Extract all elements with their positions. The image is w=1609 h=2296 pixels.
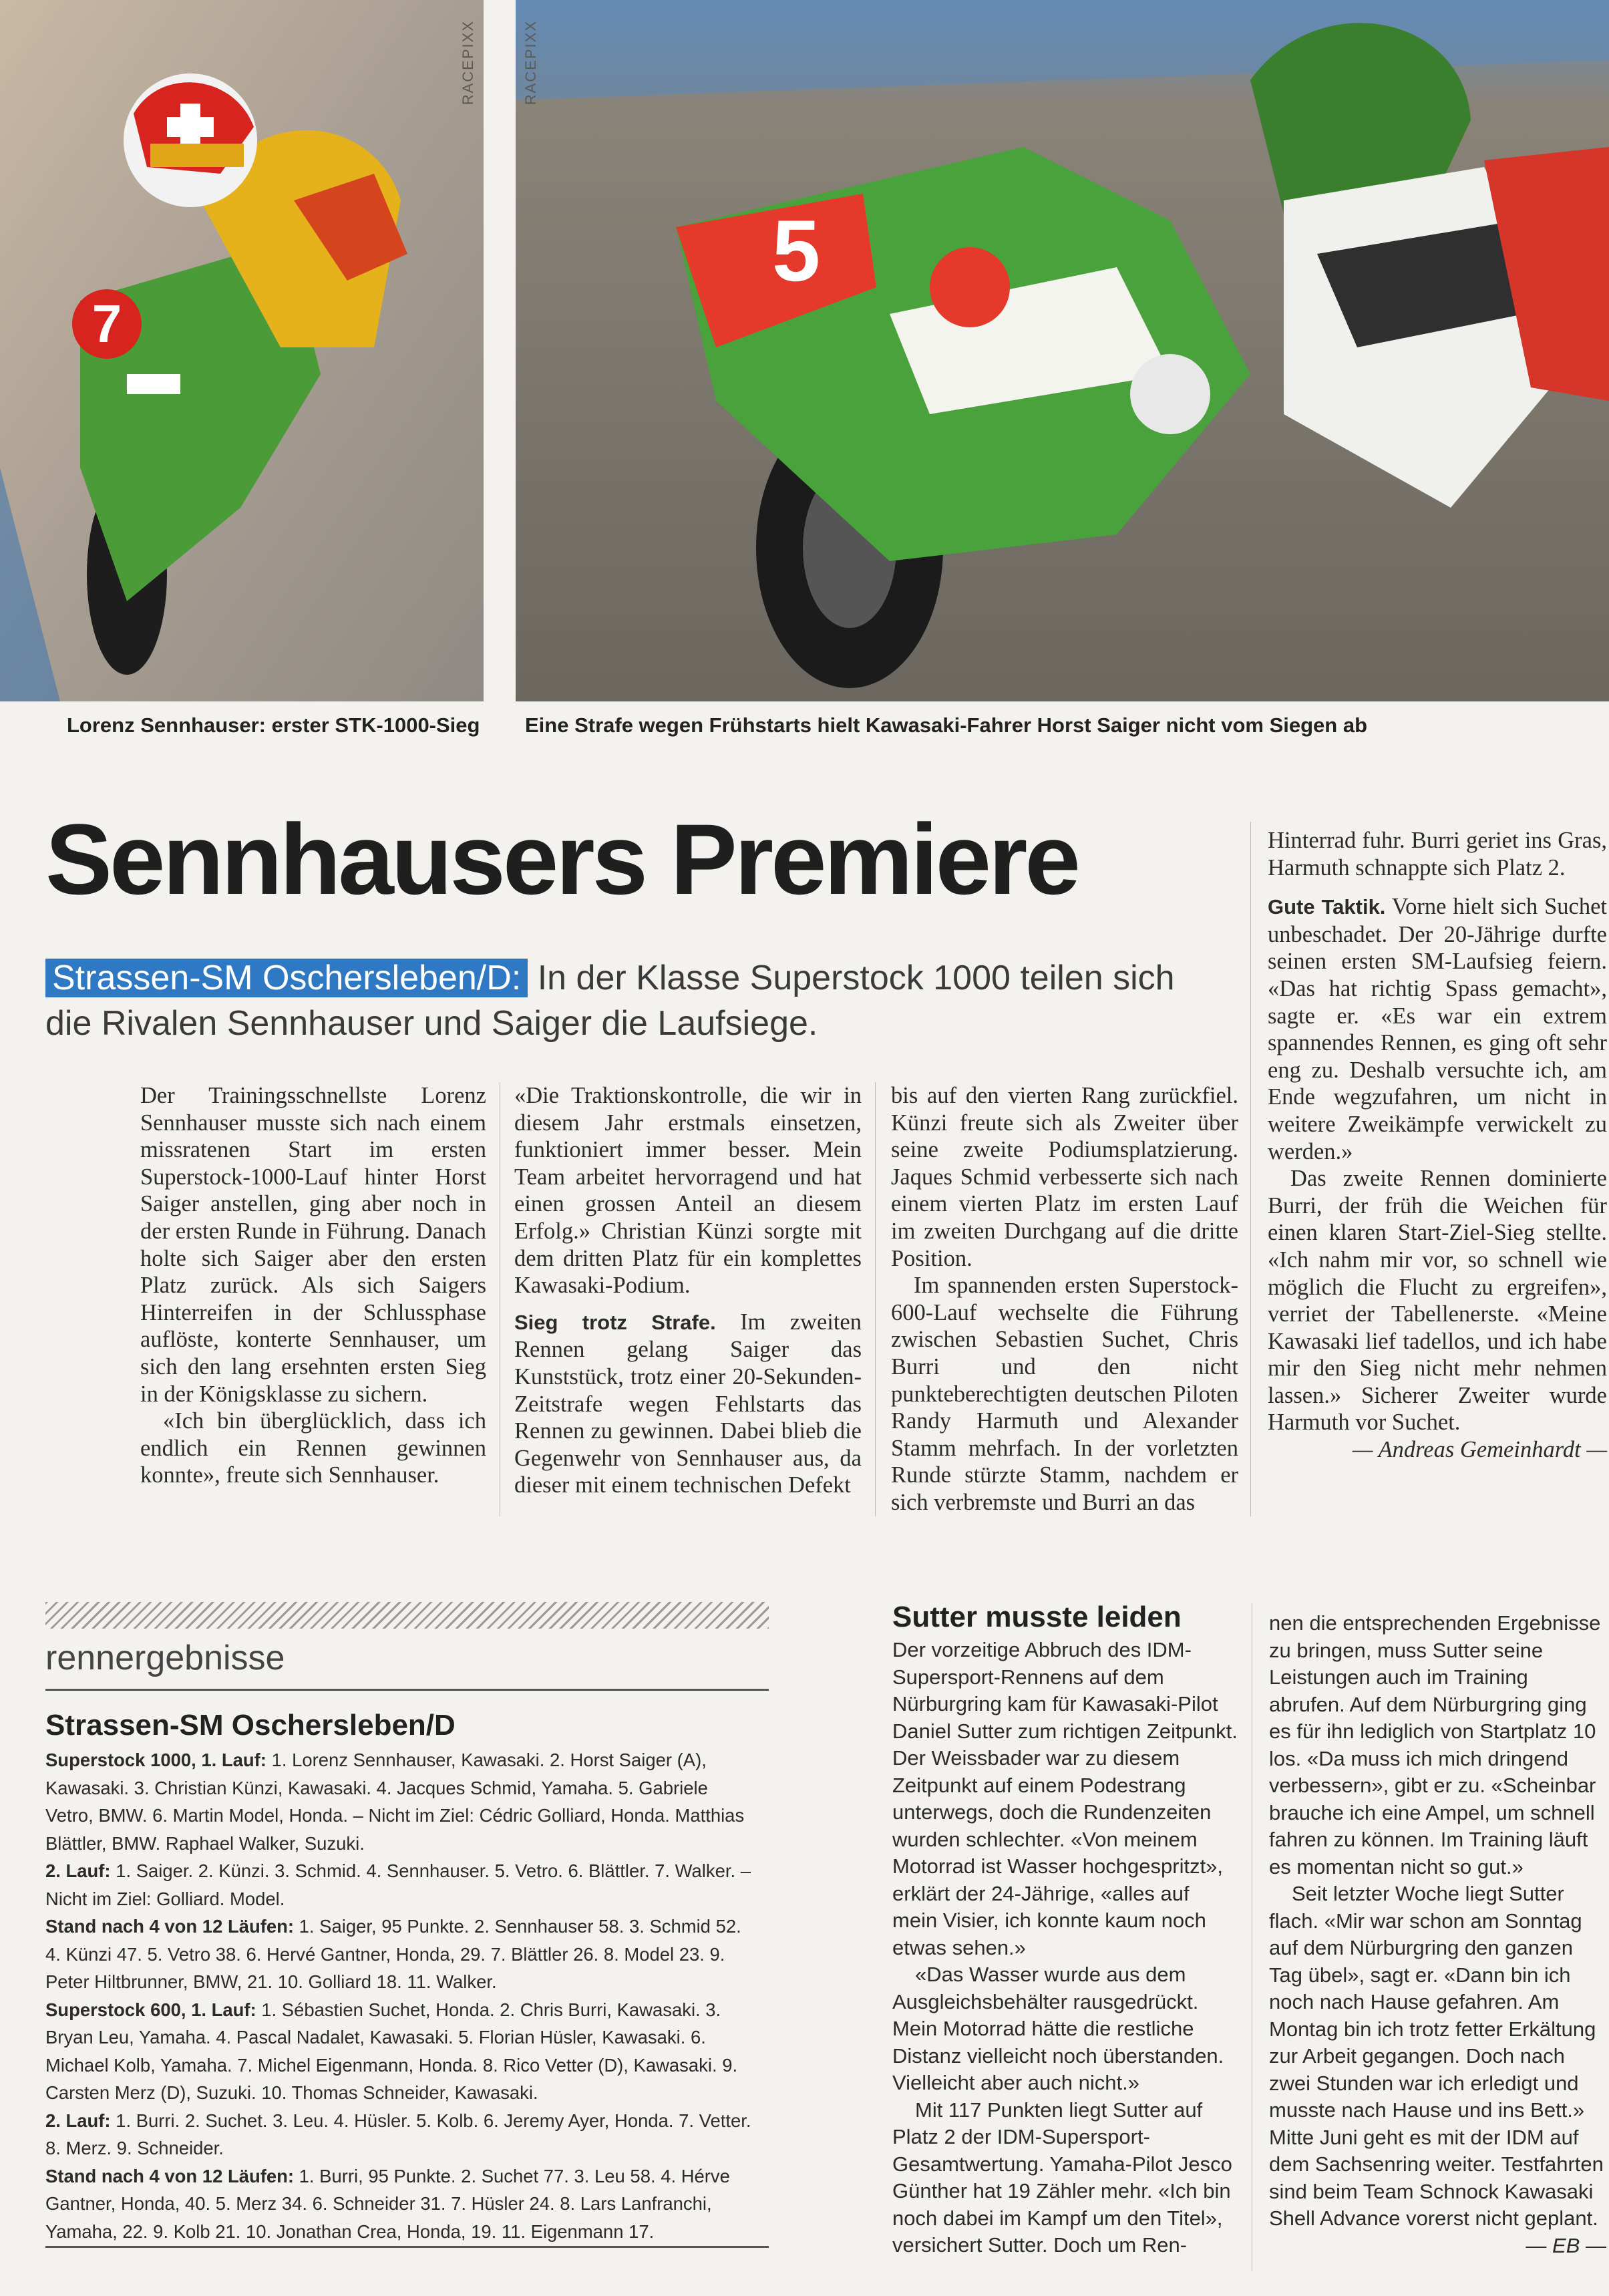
- photo-caption-left: Lorenz Sennhauser: erster STK-1000-Sieg: [67, 713, 480, 737]
- article-paragraph: Hinterrad fuhr. Burri geriet ins Gras, Harmuth schnappte sich Platz 2.: [1268, 828, 1607, 880]
- article-column-1: [140, 1082, 486, 1489]
- article-paragraph: Im spannenden ersten Superstock-600-Lauf wechselte die Führung zwischen Sebastien Suchet, Chris Burri und den nicht punkteberechtigten deutschen Piloten Randy Harmuth und Alexander Stamm mehrfach. In der vorletzten Runde stürzte Stamm, nachdem er sich verbremste und Burri an das: [891, 1273, 1238, 1515]
- sidebar-column-2: [1269, 1610, 1606, 2259]
- article-paragraph: Der Trainingsschnellste Lorenz Sennhauser musste sich nach einem missratenen Start im ersten Superstock-1000-Lauf hinter Horst Saiger anstellen, ging aber noch in der ersten Runde in Führung. Danach holte sich Saiger aber den ersten Platz zurück. Als sich Saigers Hinterreifen in der Schlussphase auflöste, konterte Sennhauser, um sich den lang ersehnten ersten Sieg in der Königsklasse zu sichern.: [140, 1083, 486, 1407]
- article-paragraph: Das zweite Rennen dominierte Burri, der früh die Weichen für einen klaren Start-Ziel-Sieg stellte. «Ich nahm mir vor, so schnell wie möglich die Flucht zu ergreifen», verriet der Tabellenerste. «Meine Kawasaki lief tadellos, und ich habe mir den Sieg nicht mehr nehmen lassen.» Sicherer Zweiter wurde Harmuth vor Suchet.: [1268, 1166, 1607, 1436]
- results-title: Strassen-SM Oschersleben/D: [45, 1709, 456, 1742]
- article-paragraph: «Ich bin überglücklich, dass ich endlich ein Rennen gewinnen konnte», freute sich Sennhauser.: [140, 1408, 486, 1488]
- sidebar-signature: — EB —: [1526, 2233, 1606, 2257]
- article-signature: — Andreas Gemeinhardt —: [1352, 1437, 1607, 1463]
- sidebar-paragraph: Der vorzeitige Abbruch des IDM-Supersport-Rennens auf dem Nürburgring kam für Kawasaki-Pilot Daniel Sutter zum richtigen Zeitpunkt. Der Weissbader war zu diesem Zeitpunkt auf einem Podestrang unterwegs, doch die Rundenzeiten wurden schlechter. «Von meinem Motorrad ist Wasser hochgespritzt», erklärt der 24-Jährige, «alles auf mein Visier, ich konnte kaum noch etwas sehen.»: [892, 1638, 1238, 1959]
- article-kicker: Strassen-SM Oschersleben/D:: [45, 959, 528, 997]
- results-label: Superstock 600, 1. Lauf:: [45, 1999, 256, 2020]
- article-deck-text: In der Klasse Superstock 1000 teilen sich die Rivalen Sennhauser und Saiger die Laufsiege.: [45, 959, 1175, 1043]
- article-subhead: Gute Taktik.: [1268, 895, 1386, 919]
- sidebar-column-1: [892, 1637, 1240, 2259]
- hatched-divider: [45, 1602, 769, 1629]
- sidebar-paragraph: Seit letzter Woche liegt Sutter flach. «Mir war schon am Sonntag auf dem Nürburgring den ganzen Tag übel», sagt er. «Dann bin ich noch nach Hause gefahren. Am Montag bin ich trotz fetter Erkältung zur Arbeit gegangen. Doch nach zwei Stunden war ich erledigt und musste nach Hause und ins Bett.» Mitte Juni geht es mit der IDM auf dem Sachsenring weiter. Testfahrten sind beim Team Schnock Kawasaki Shell Advance vorerst nicht geplant.: [1269, 1882, 1604, 2230]
- results-text: 1. Saiger. 2. Künzi. 3. Schmid. 4. Sennhauser. 5. Vetro. 6. Blättler. 7. Walker. – Nicht im Ziel: Golliard. Model.: [45, 1860, 751, 1909]
- article-paragraph: «Die Traktionskontrolle, die wir in diesem Jahr erstmals einsetzen, funktioniert immer besser. Mein Team arbeitet hervorragend und hat einen grossen Anteil an diesem Erfolg.» Christian Künzi sorgte mit dem dritten Platz für ein komplettes Kawasaki-Podium.: [514, 1083, 862, 1299]
- article-deck: [45, 955, 1194, 1046]
- bike-number-5: 5: [771, 202, 821, 299]
- results-line: [45, 2162, 759, 2246]
- sidebar-paragraph: nen die entsprechenden Ergebnisse zu bringen, muss Sutter seine Leistungen auch im Training abrufen. Auf dem Nürburgring ging es für ihn lediglich von Startplatz 10 los. «Da muss ich mich dringend verbessern», gibt er zu. «Scheinbar brauche ich eine Ampel, um schnell fahren zu können. Im Training läuft es momentan nicht so gut.»: [1269, 1611, 1601, 1878]
- article-column-2: [514, 1082, 862, 1499]
- results-text: 1. Burri. 2. Suchet. 3. Leu. 4. Hüsler. 5. Kolb. 6. Jeremy Ayer, Honda. 7. Vetter. 8. Merz. 9. Schneider.: [45, 2110, 751, 2158]
- article-headline: Sennhausers Premiere: [45, 803, 1078, 915]
- results-line: [45, 1857, 759, 1913]
- article-paragraph: [514, 1309, 862, 1499]
- photo-saiger: [516, 0, 1609, 701]
- sidebar-title: Sutter musste leiden: [892, 1601, 1182, 1633]
- results-label: 2. Lauf:: [45, 1860, 111, 1881]
- article-paragraph-text: Vorne hielt sich Suchet unbeschadet. Der 20-Jährige durfte seinen ersten SM-Laufsieg feiern. «Das hat richtig Spass gemacht», sagte er. «Es war ein extrem spannendes Rennen, es ging oft sehr eng zu. Deshalb versuchte ich, am Ende wegzufahren, um nicht in weitere Zweikämpfe verwickelt zu werden.»: [1268, 894, 1607, 1164]
- article-paragraph: [1268, 893, 1607, 1165]
- sidebar-paragraph: Mit 117 Punkten liegt Sutter auf Platz 2 der IDM-Supersport-Gesamtwertung. Yamaha-Pilot Jesco Günther hat 19 Zähler mehr. «Ich bin noch dabei im Kampf um den Titel», versichert Sutter. Doch um Ren-: [892, 2098, 1232, 2257]
- photo-credit-left: RACEPIXX: [460, 20, 476, 106]
- bike-number-7: 7: [92, 294, 122, 353]
- results-rule: [45, 1689, 769, 1691]
- column-divider: [875, 1082, 876, 1516]
- results-section-title: rennergebnisse: [45, 1639, 285, 1677]
- photo-credit-right: RACEPIXX: [522, 20, 539, 106]
- article-paragraph-text: Im zweiten Rennen gelang Saiger das Kunststück, trotz einer 20-Sekunden-Zeitstrafe wegen Fehlstarts das Rennen zu gewinnen. Dabei blieb die Gegenwehr von Sennhauser aus, da dieser mit einem technischen Defekt: [514, 1309, 862, 1498]
- photo-caption-right: Eine Strafe wegen Frühstarts hielt Kawasaki-Fahrer Horst Saiger nicht vom Siegen ab: [525, 713, 1368, 737]
- results-line: [45, 1746, 759, 1857]
- results-text: 1. Burri, 95 Punkte. 2. Suchet 77. 3. Leu 58. 4. Hérve Gantner, Honda, 40. 5. Merz 34. 6. Schneider 31. 7. Hüsler 24. 8. Lars Lanfranchi, Yamaha, 22. 9. Kolb 21. 10. Jonathan Crea, Honda, 19. 11. Eigenmann 17.: [45, 2165, 730, 2242]
- results-text: 1. Lorenz Sennhauser, Kawasaki. 2. Horst Saiger (A), Kawasaki. 3. Christian Künzi, Kawasaki. 4. Jacques Schmid, Yamaha. 5. Gabriele Vetro, BMW. 6. Martin Model, Honda. – Nicht im Ziel: Cédric Golliard, Honda. Matthias Blättler, BMW. Raphael Walker, Suzuki.: [45, 1750, 745, 1854]
- article-subhead: Sieg trotz Strafe.: [514, 1310, 716, 1334]
- results-label: Superstock 1000, 1. Lauf:: [45, 1750, 266, 1770]
- article-column-3: [891, 1082, 1238, 1516]
- results-line: [45, 2107, 759, 2162]
- results-bottom-rule: [45, 2246, 769, 2248]
- photo-sennhauser: [0, 0, 484, 701]
- results-label: Stand nach 4 von 12 Läufen:: [45, 1916, 295, 1937]
- results-line: [45, 1996, 759, 2107]
- results-text: 1. Sébastien Suchet, Honda. 2. Chris Burri, Kawasaki. 3. Bryan Leu, Yamaha. 4. Pascal Nadalet, Kawasaki. 5. Florian Hüsler, Kawasaki. 6. Michael Kolb, Yamaha. 7. Michel Eigenmann, Honda. 8. Rico Vetter (D), Kawasaki. 9. Carsten Merz (D), Suzuki. 10. Thomas Schneider, Kawasaki.: [45, 1999, 738, 2103]
- results-label: 2. Lauf:: [45, 2110, 111, 2131]
- results-list: [45, 1746, 759, 2245]
- results-label: Stand nach 4 von 12 Läufen:: [45, 2165, 295, 2186]
- results-text: 1. Saiger, 95 Punkte. 2. Sennhauser 58. 3. Schmid 52. 4. Künzi 47. 5. Vetro 38. 6. Hervé Gantner, Honda, 29. 7. Blättler 26. 8. Model 23. 9. Peter Hiltbrunner, BMW, 21. 10. Golliard 18. 11. Walker.: [45, 1916, 741, 1992]
- sidebar-paragraph: «Das Wasser wurde aus dem Ausgleichsbehälter rausgedrückt. Mein Motorrad hätte die restliche Distanz vielleicht noch überstanden. Vielleicht aber auch nicht.»: [892, 1963, 1224, 2094]
- article-column-4: [1268, 827, 1607, 1464]
- results-line: [45, 1913, 759, 1996]
- article-paragraph: bis auf den vierten Rang zurückfiel. Künzi freute sich als Zweiter über seine zweite Podiumsplatzierung. Jaques Schmid verbesserte sich nach einem vierten Platz im ersten Lauf im zweiten Durchgang auf die dritte Position.: [891, 1083, 1238, 1271]
- column-divider: [1250, 822, 1251, 1516]
